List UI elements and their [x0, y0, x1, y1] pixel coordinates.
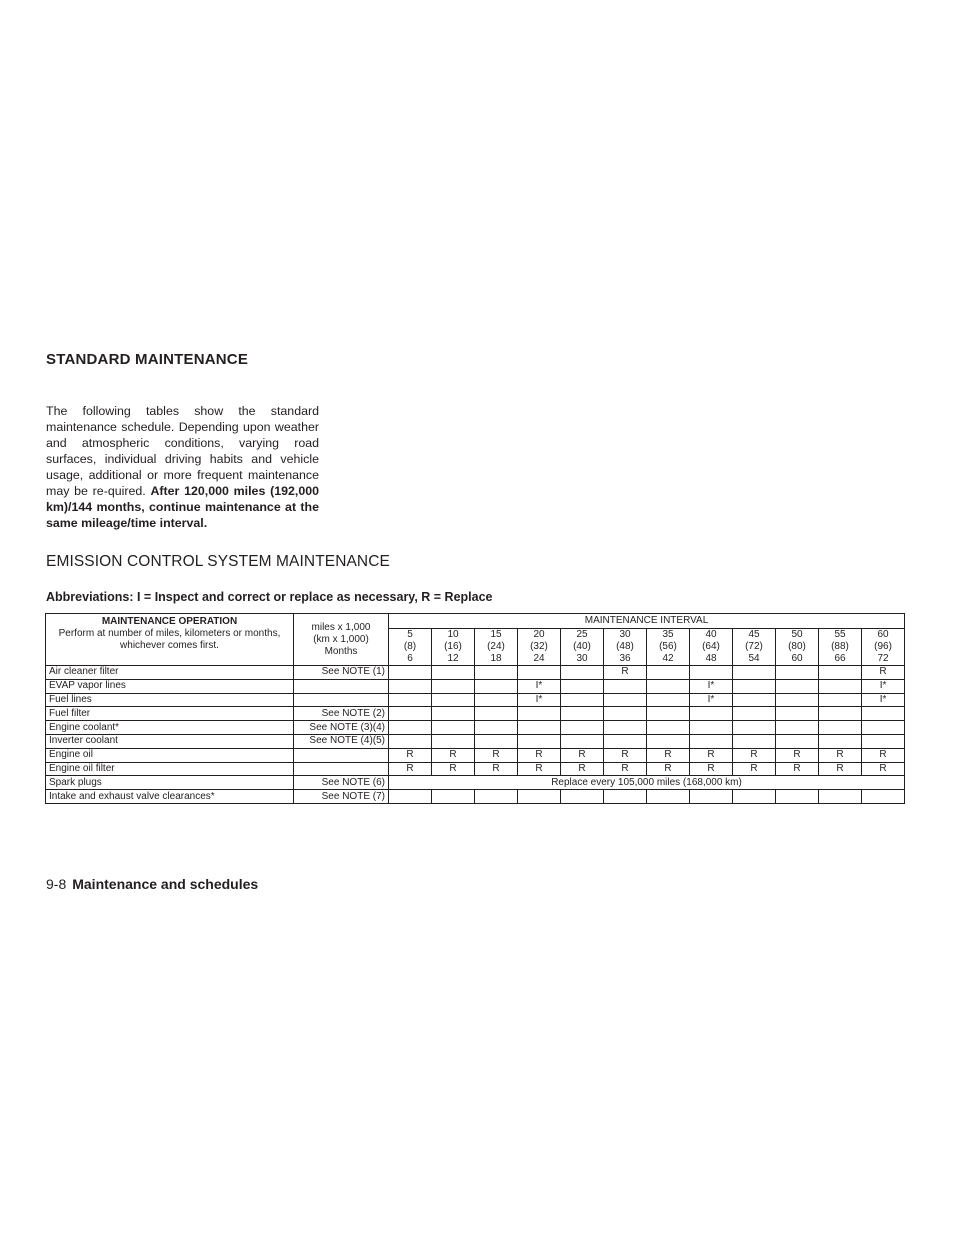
interval-miles: 15	[490, 629, 502, 640]
interval-cell	[389, 721, 432, 735]
interval-cell	[518, 721, 561, 735]
interval-cell: R	[733, 748, 776, 762]
interval-cell	[819, 790, 862, 804]
interval-cell	[561, 707, 604, 721]
interval-miles: 45	[748, 629, 760, 640]
table-row	[46, 790, 905, 804]
interval-miles: 50	[791, 629, 803, 640]
operation-header-desc: Perform at number of miles, kilometers or months, whichever comes first.	[58, 628, 281, 651]
interval-header: MAINTENANCE INTERVAL	[389, 614, 905, 629]
interval-cell	[604, 721, 647, 735]
interval-cell	[432, 790, 475, 804]
interval-km: (32)	[530, 641, 548, 652]
interval-cell: I*	[690, 693, 733, 707]
interval-cell	[604, 790, 647, 804]
operation-header	[46, 614, 294, 666]
interval-cell: R	[862, 762, 905, 776]
unit-km: (km x 1,000)	[313, 633, 369, 645]
interval-months: 30	[576, 653, 588, 664]
interval-months: 66	[834, 653, 846, 664]
operation-name: Fuel lines	[46, 693, 294, 707]
interval-header-cell	[819, 629, 862, 666]
page-number: 9-8	[46, 876, 67, 892]
interval-cell	[475, 666, 518, 680]
interval-header-cell	[389, 629, 432, 666]
interval-cell	[389, 734, 432, 748]
interval-header-cell	[647, 629, 690, 666]
interval-cell	[776, 790, 819, 804]
interval-cell: R	[518, 748, 561, 762]
interval-cell: R	[819, 748, 862, 762]
operation-note	[294, 693, 389, 707]
interval-cell	[733, 707, 776, 721]
interval-cell	[819, 721, 862, 735]
interval-months: 18	[490, 653, 502, 664]
interval-km: (16)	[444, 641, 462, 652]
operation-name: Inverter coolant	[46, 734, 294, 748]
interval-cell: R	[733, 762, 776, 776]
interval-cell: R	[776, 748, 819, 762]
operation-name: Fuel filter	[46, 707, 294, 721]
interval-cell	[432, 666, 475, 680]
interval-cell	[776, 707, 819, 721]
interval-cell	[647, 666, 690, 680]
interval-months: 48	[705, 653, 717, 664]
table-row	[46, 748, 905, 762]
interval-cell	[862, 721, 905, 735]
interval-cell: I*	[862, 679, 905, 693]
interval-months: 6	[407, 653, 413, 664]
interval-cell	[819, 693, 862, 707]
interval-cell: I*	[690, 679, 733, 693]
interval-miles: 20	[533, 629, 545, 640]
interval-cell: R	[819, 762, 862, 776]
interval-cell	[647, 790, 690, 804]
interval-cell: R	[647, 762, 690, 776]
interval-cell	[862, 707, 905, 721]
interval-miles: 55	[834, 629, 846, 640]
interval-cell	[561, 721, 604, 735]
interval-cell	[690, 707, 733, 721]
interval-cell	[518, 790, 561, 804]
interval-cell	[475, 693, 518, 707]
interval-cell	[561, 790, 604, 804]
interval-cell	[647, 707, 690, 721]
interval-cell	[475, 790, 518, 804]
unit-miles: miles x 1,000	[311, 621, 371, 633]
maintenance-schedule-table	[45, 613, 905, 804]
interval-cell	[475, 721, 518, 735]
interval-cell: R	[561, 762, 604, 776]
interval-cell: R	[475, 762, 518, 776]
operation-note: See NOTE (6)	[294, 776, 389, 790]
interval-cell: R	[604, 762, 647, 776]
operation-note: See NOTE (3)(4)	[294, 721, 389, 735]
interval-header-cell	[432, 629, 475, 666]
interval-km: (72)	[745, 641, 763, 652]
interval-header-cell	[733, 629, 776, 666]
interval-header-cell	[475, 629, 518, 666]
interval-cell: R	[604, 666, 647, 680]
interval-cell	[475, 734, 518, 748]
interval-cell	[733, 693, 776, 707]
interval-cell: R	[604, 748, 647, 762]
operation-note: See NOTE (7)	[294, 790, 389, 804]
interval-cell: R	[432, 762, 475, 776]
interval-months: 60	[791, 653, 803, 664]
interval-cell: I*	[862, 693, 905, 707]
intro-paragraph	[46, 403, 319, 531]
operation-note: See NOTE (1)	[294, 666, 389, 680]
interval-cell	[604, 707, 647, 721]
interval-miles: 60	[877, 629, 889, 640]
interval-cell	[518, 666, 561, 680]
interval-cell	[561, 666, 604, 680]
interval-cell	[561, 693, 604, 707]
interval-cell	[647, 693, 690, 707]
operation-header-title: MAINTENANCE OPERATION	[101, 616, 238, 627]
interval-cell	[690, 666, 733, 680]
interval-cell: R	[389, 762, 432, 776]
operation-note: See NOTE (4)(5)	[294, 734, 389, 748]
unit-months: Months	[324, 645, 358, 657]
interval-cell	[733, 721, 776, 735]
interval-cell: R	[647, 748, 690, 762]
interval-cell	[475, 679, 518, 693]
interval-km: (96)	[874, 641, 892, 652]
interval-miles: 25	[576, 629, 588, 640]
table-row	[46, 776, 905, 790]
interval-miles: 30	[619, 629, 631, 640]
interval-cell	[647, 679, 690, 693]
interval-cell	[819, 734, 862, 748]
interval-cell	[862, 734, 905, 748]
interval-cell: R	[862, 666, 905, 680]
replace-note: Replace every 105,000 miles (168,000 km)	[389, 776, 905, 790]
interval-cell	[647, 721, 690, 735]
interval-cell: R	[518, 762, 561, 776]
interval-months: 54	[748, 653, 760, 664]
interval-miles: 5	[407, 629, 413, 640]
interval-miles: 35	[662, 629, 674, 640]
interval-cell	[690, 721, 733, 735]
page-footer	[46, 876, 258, 892]
interval-km: (80)	[788, 641, 806, 652]
interval-cell: R	[475, 748, 518, 762]
interval-header-cell	[604, 629, 647, 666]
interval-cell	[862, 790, 905, 804]
operation-note: See NOTE (2)	[294, 707, 389, 721]
interval-cell	[819, 707, 862, 721]
interval-cell: R	[389, 748, 432, 762]
unit-header	[294, 614, 389, 666]
interval-cell: R	[690, 748, 733, 762]
intro-bold-text: After 120,000 miles (192,000 km)/144 months, continue maintenance at the same mileage/time interval.	[46, 484, 319, 530]
interval-cell	[733, 734, 776, 748]
interval-cell	[776, 721, 819, 735]
subsection-title: EMISSION CONTROL SYSTEM MAINTENANCE	[46, 553, 390, 570]
table-row	[46, 707, 905, 721]
intro-text: The following tables show the standard maintenance schedule. Depending upon weather and atmospheric conditions, varying road surfaces, individual driving habits and vehicle usage, additional or more frequent maintenance may be re-quired.	[46, 404, 319, 498]
interval-km: (24)	[487, 641, 505, 652]
interval-cell	[690, 790, 733, 804]
operation-note	[294, 748, 389, 762]
interval-cell: I*	[518, 679, 561, 693]
table-row	[46, 679, 905, 693]
operation-name: Spark plugs	[46, 776, 294, 790]
interval-cell	[475, 707, 518, 721]
interval-cell	[432, 734, 475, 748]
interval-cell: R	[862, 748, 905, 762]
interval-cell	[432, 693, 475, 707]
interval-months: 12	[447, 653, 459, 664]
interval-cell: I*	[518, 693, 561, 707]
interval-cell	[561, 679, 604, 693]
table-row	[46, 721, 905, 735]
operation-name: Engine coolant*	[46, 721, 294, 735]
interval-header-cell	[518, 629, 561, 666]
interval-cell	[389, 666, 432, 680]
schedule-body	[46, 666, 905, 804]
interval-cell: R	[561, 748, 604, 762]
interval-km: (56)	[659, 641, 677, 652]
interval-cell: R	[690, 762, 733, 776]
operation-name: Intake and exhaust valve clearances*	[46, 790, 294, 804]
interval-cell: R	[432, 748, 475, 762]
interval-cell	[389, 707, 432, 721]
interval-cell	[776, 693, 819, 707]
operation-name: Air cleaner filter	[46, 666, 294, 680]
interval-cell	[647, 734, 690, 748]
interval-cell	[518, 734, 561, 748]
interval-cell	[389, 693, 432, 707]
interval-km: (8)	[403, 641, 417, 652]
interval-cell	[432, 707, 475, 721]
interval-miles: 10	[447, 629, 459, 640]
operation-note	[294, 679, 389, 693]
interval-cell	[776, 734, 819, 748]
interval-months: 36	[619, 653, 631, 664]
interval-months: 24	[533, 653, 545, 664]
interval-months: 42	[662, 653, 674, 664]
interval-cell	[389, 679, 432, 693]
interval-months: 72	[877, 653, 889, 664]
interval-cell	[604, 679, 647, 693]
abbreviations-legend: Abbreviations: I = Inspect and correct or replace as necessary, R = Replace	[46, 590, 493, 604]
section-title: STANDARD MAINTENANCE	[46, 351, 249, 368]
table-row	[46, 734, 905, 748]
interval-cell: R	[776, 762, 819, 776]
interval-cell	[432, 679, 475, 693]
chapter-title: Maintenance and schedules	[72, 876, 259, 892]
operation-note	[294, 762, 389, 776]
interval-cell	[604, 693, 647, 707]
interval-cell	[776, 666, 819, 680]
interval-header-cell	[690, 629, 733, 666]
interval-km: (88)	[831, 641, 849, 652]
table-row	[46, 762, 905, 776]
interval-cell	[604, 734, 647, 748]
interval-miles: 40	[705, 629, 717, 640]
operation-name: Engine oil	[46, 748, 294, 762]
interval-cell	[776, 679, 819, 693]
interval-cell	[733, 790, 776, 804]
table-row	[46, 693, 905, 707]
interval-cell	[733, 666, 776, 680]
table-row	[46, 666, 905, 680]
interval-cell	[432, 721, 475, 735]
interval-km: (48)	[616, 641, 634, 652]
interval-cell	[733, 679, 776, 693]
interval-km: (40)	[573, 641, 591, 652]
interval-header-cell	[862, 629, 905, 666]
interval-cell	[518, 707, 561, 721]
interval-cell	[561, 734, 604, 748]
interval-km: (64)	[702, 641, 720, 652]
operation-name: Engine oil filter	[46, 762, 294, 776]
operation-name: EVAP vapor lines	[46, 679, 294, 693]
interval-cell	[690, 734, 733, 748]
interval-cell	[819, 679, 862, 693]
interval-header-cell	[776, 629, 819, 666]
interval-cell	[819, 666, 862, 680]
interval-header-cell	[561, 629, 604, 666]
interval-cell	[389, 790, 432, 804]
